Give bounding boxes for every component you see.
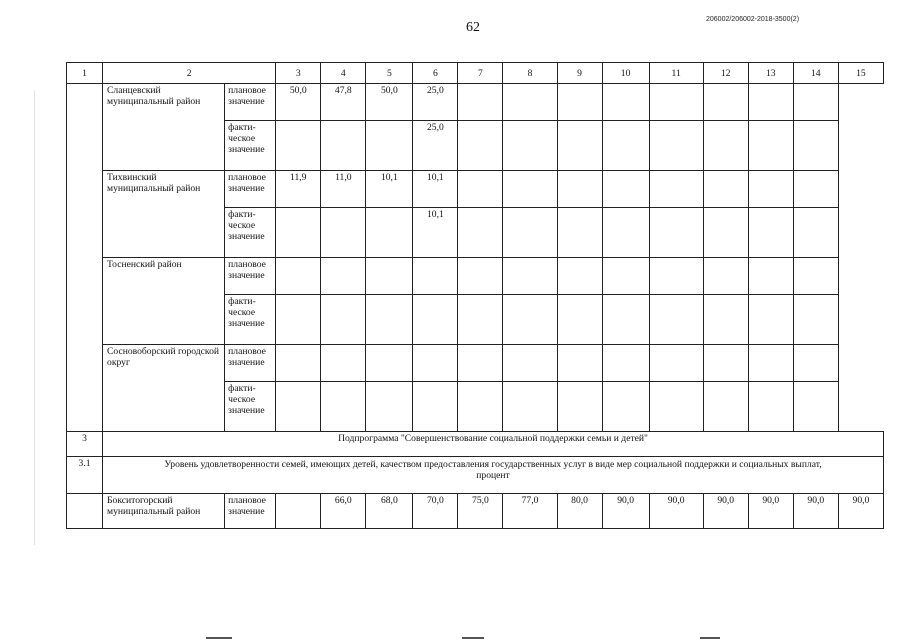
header-cell: 14: [793, 63, 838, 84]
row-number-cell: [67, 494, 103, 529]
fact-value-cell: [703, 295, 748, 345]
fact-value-cell: [458, 208, 503, 258]
plan-value-cell: [413, 258, 458, 295]
fact-value-cell: [793, 121, 838, 171]
header-cell: 15: [838, 63, 883, 84]
plan-value-cell: [458, 345, 503, 382]
plan-value-cell: [703, 258, 748, 295]
fact-value-cell: [602, 208, 649, 258]
value-type-label: факти-ческое значение: [225, 121, 276, 171]
fact-value-cell: [649, 121, 703, 171]
table-row: [67, 345, 884, 382]
header-cell: 5: [366, 63, 413, 84]
section-number: 3: [67, 432, 103, 457]
plan-value-cell: [748, 171, 793, 208]
section-title: Подпрограмма "Совершенствование социальной поддержки семьи и детей": [103, 432, 884, 457]
fact-value-cell: [703, 121, 748, 171]
fact-value-cell: [793, 208, 838, 258]
fact-value-cell: [366, 208, 413, 258]
table-row: [67, 84, 884, 121]
fact-value-cell: [413, 295, 458, 345]
district-name: Бокситогорский муниципальный район: [103, 494, 225, 529]
document-id: 206002/206002-2018-3500(2): [706, 16, 800, 23]
fact-value-cell: [557, 208, 602, 258]
plan-value-cell: 77,0: [503, 494, 557, 529]
fact-value-cell: [276, 295, 321, 345]
plan-value-cell: [366, 258, 413, 295]
indicator-title: Уровень удовлетворенности семей, имеющих детей, качеством предоставления государственных услуг в виде мер социальной поддержки и социальных выплат, процент: [103, 457, 884, 494]
value-type-label: плановое значение: [225, 494, 276, 529]
fact-value-cell: [557, 295, 602, 345]
plan-value-cell: [793, 345, 838, 382]
plan-value-cell: [458, 258, 503, 295]
plan-value-cell: 66,0: [321, 494, 366, 529]
plan-value-cell: 50,0: [276, 84, 321, 121]
fact-value-cell: [458, 382, 503, 432]
fact-value-cell: [366, 295, 413, 345]
fact-value-cell: 25,0: [413, 121, 458, 171]
plan-value-cell: [748, 345, 793, 382]
plan-value-cell: [503, 171, 557, 208]
fact-value-cell: [602, 295, 649, 345]
fact-value-cell: [748, 295, 793, 345]
fact-value-cell: [366, 121, 413, 171]
plan-value-cell: [748, 84, 793, 121]
scan-crease-line: [34, 90, 35, 545]
header-cell: 4: [321, 63, 366, 84]
plan-value-cell: 90,0: [838, 494, 883, 529]
indicator-number: 3.1: [67, 457, 103, 494]
row-number-cell: [67, 84, 103, 432]
fact-value-cell: [748, 121, 793, 171]
plan-value-cell: [602, 171, 649, 208]
plan-value-cell: [458, 84, 503, 121]
fact-value-cell: [413, 382, 458, 432]
fact-value-cell: [503, 295, 557, 345]
plan-value-cell: 80,0: [557, 494, 602, 529]
plan-value-cell: 90,0: [602, 494, 649, 529]
plan-value-cell: [703, 84, 748, 121]
plan-value-cell: [503, 345, 557, 382]
plan-value-cell: [793, 171, 838, 208]
fact-value-cell: [703, 208, 748, 258]
value-type-label: плановое значение: [225, 345, 276, 382]
plan-value-cell: [649, 258, 703, 295]
district-name: Тихвинский муниципальный район: [103, 171, 225, 258]
plan-value-cell: 90,0: [748, 494, 793, 529]
plan-value-cell: [793, 258, 838, 295]
scan-mark: [462, 637, 484, 639]
plan-value-cell: 25,0: [413, 84, 458, 121]
fact-value-cell: [503, 208, 557, 258]
plan-value-cell: [276, 494, 321, 529]
value-type-label: факти-ческое значение: [225, 295, 276, 345]
fact-value-cell: [503, 382, 557, 432]
fact-value-cell: [602, 382, 649, 432]
plan-value-cell: [276, 258, 321, 295]
plan-value-cell: [557, 258, 602, 295]
plan-value-cell: 90,0: [649, 494, 703, 529]
plan-value-cell: [703, 345, 748, 382]
plan-value-cell: 90,0: [703, 494, 748, 529]
table-row: [67, 494, 884, 529]
fact-value-cell: [649, 295, 703, 345]
plan-value-cell: 68,0: [366, 494, 413, 529]
plan-value-cell: 10,1: [413, 171, 458, 208]
fact-value-cell: [321, 121, 366, 171]
fact-value-cell: [458, 295, 503, 345]
value-type-label: факти-ческое значение: [225, 382, 276, 432]
header-cell: 13: [748, 63, 793, 84]
plan-value-cell: 70,0: [413, 494, 458, 529]
plan-value-cell: [557, 84, 602, 121]
header-cell: 12: [703, 63, 748, 84]
table-row: [67, 258, 884, 295]
fact-value-cell: [321, 295, 366, 345]
fact-value-cell: [366, 382, 413, 432]
scan-mark: [206, 637, 232, 639]
value-type-label: плановое значение: [225, 171, 276, 208]
fact-value-cell: [503, 121, 557, 171]
table-row: [67, 171, 884, 208]
fact-value-cell: [321, 208, 366, 258]
plan-value-cell: [649, 171, 703, 208]
fact-value-cell: [557, 121, 602, 171]
plan-value-cell: 47,8: [321, 84, 366, 121]
plan-value-cell: [557, 345, 602, 382]
fact-value-cell: [649, 208, 703, 258]
header-cell: 3: [276, 63, 321, 84]
plan-value-cell: [703, 171, 748, 208]
plan-value-cell: [748, 258, 793, 295]
fact-value-cell: [276, 382, 321, 432]
plan-value-cell: 75,0: [458, 494, 503, 529]
plan-value-cell: [321, 345, 366, 382]
fact-value-cell: [748, 208, 793, 258]
plan-value-cell: [602, 84, 649, 121]
plan-value-cell: [602, 345, 649, 382]
fact-value-cell: [649, 382, 703, 432]
plan-value-cell: [649, 345, 703, 382]
value-type-label: факти-ческое значение: [225, 208, 276, 258]
plan-value-cell: [602, 258, 649, 295]
fact-value-cell: [276, 208, 321, 258]
value-type-label: плановое значение: [225, 84, 276, 121]
header-cell: 8: [503, 63, 557, 84]
indicator-row: [67, 457, 884, 494]
plan-value-cell: 10,1: [366, 171, 413, 208]
plan-value-cell: [503, 258, 557, 295]
fact-value-cell: [557, 382, 602, 432]
fact-value-cell: [703, 382, 748, 432]
fact-value-cell: [748, 382, 793, 432]
plan-value-cell: 90,0: [793, 494, 838, 529]
header-cell: 10: [602, 63, 649, 84]
indicator-table: [66, 62, 884, 529]
header-cell: 7: [458, 63, 503, 84]
plan-value-cell: 11,9: [276, 171, 321, 208]
scan-mark: [700, 637, 720, 639]
header-cell: 2: [103, 63, 276, 84]
fact-value-cell: [793, 295, 838, 345]
header-cell: 11: [649, 63, 703, 84]
plan-value-cell: [276, 345, 321, 382]
fact-value-cell: [793, 382, 838, 432]
plan-value-cell: [366, 345, 413, 382]
plan-value-cell: [413, 345, 458, 382]
district-name: Сосновоборский городской округ: [103, 345, 225, 432]
fact-value-cell: [602, 121, 649, 171]
fact-value-cell: [276, 121, 321, 171]
district-name: Тосненский район: [103, 258, 225, 345]
page-number: 62: [466, 20, 480, 35]
plan-value-cell: [503, 84, 557, 121]
plan-value-cell: [649, 84, 703, 121]
fact-value-cell: 10,1: [413, 208, 458, 258]
plan-value-cell: 50,0: [366, 84, 413, 121]
fact-value-cell: [458, 121, 503, 171]
plan-value-cell: [557, 171, 602, 208]
district-name: Сланцевский муниципальный район: [103, 84, 225, 171]
header-cell: 6: [413, 63, 458, 84]
plan-value-cell: 11,0: [321, 171, 366, 208]
header-row: [67, 63, 884, 84]
header-cell: 1: [67, 63, 103, 84]
header-cell: 9: [557, 63, 602, 84]
plan-value-cell: [458, 171, 503, 208]
fact-value-cell: [321, 382, 366, 432]
plan-value-cell: [321, 258, 366, 295]
value-type-label: плановое значение: [225, 258, 276, 295]
section-row: [67, 432, 884, 457]
plan-value-cell: [793, 84, 838, 121]
